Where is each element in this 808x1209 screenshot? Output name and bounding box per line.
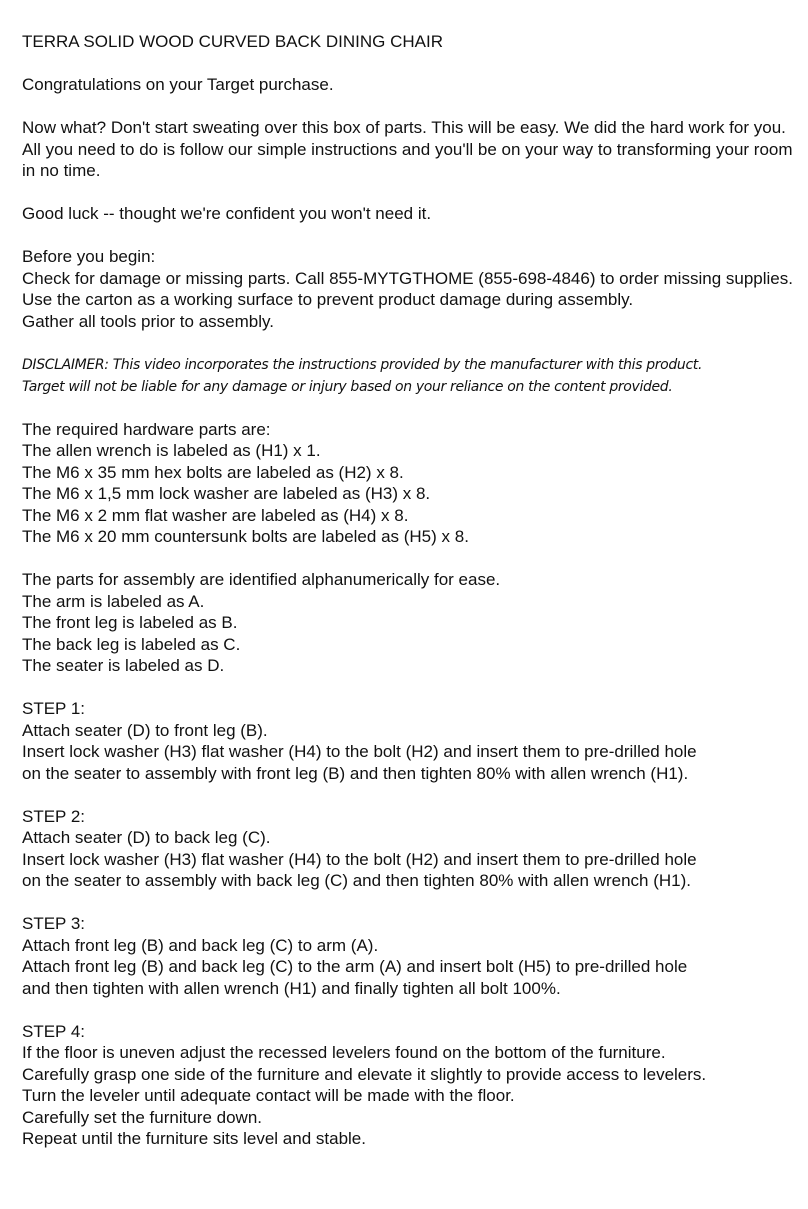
step-line: Attach front leg (B) and back leg (C) to the arm (A) and insert bolt (H5) to pre-drilled hole xyxy=(22,957,688,976)
step-heading: STEP 2: xyxy=(22,806,85,826)
step-line: Carefully grasp one side of the furniture and elevate it slightly to provide access to levelers. xyxy=(22,1064,707,1084)
step-3-section xyxy=(22,913,802,999)
step-heading: STEP 3: xyxy=(22,914,85,933)
step-heading: STEP 1: xyxy=(22,699,85,718)
disclaimer-line: DISCLAIMER: This video incorporates the instructions provided by the manufacturer with this product. xyxy=(22,356,703,373)
step-line: Insert lock washer (H3) flat washer (H4) to the bolt (H2) and insert them to pre-drilled hole xyxy=(22,849,697,869)
hardware-section xyxy=(22,419,802,548)
step-line: Attach seater (D) to front leg (B). xyxy=(22,720,268,740)
now-what-paragraph xyxy=(22,117,802,182)
good-luck-paragraph xyxy=(22,203,802,225)
before-heading: Before you begin: xyxy=(22,247,156,266)
title-text: TERRA SOLID WOOD CURVED BACK DINING CHAIR xyxy=(22,32,443,51)
congrats-text: Congratulations on your Target purchase. xyxy=(22,75,334,94)
good-luck-text: Good luck -- thought we're confident you won't need it. xyxy=(22,204,432,223)
parts-item: The arm is labeled as A. xyxy=(22,591,205,611)
disclaimer-line: Target will not be liable for any damage or injury based on your reliance on the content provided. xyxy=(22,378,673,395)
instruction-document xyxy=(22,31,802,1171)
hardware-item: The M6 x 1,5 mm lock washer are labeled as (H3) x 8. xyxy=(22,484,431,503)
before-line: Use the carton as a working surface to prevent product damage during assembly. xyxy=(22,290,634,309)
step-line: Insert lock washer (H3) flat washer (H4) to the bolt (H2) and insert them to pre-drilled hole xyxy=(22,742,697,761)
step-line: Attach seater (D) to back leg (C). xyxy=(22,828,271,847)
step-line: on the seater to assembly with back leg (C) and then tighten 80% with allen wrench (H1). xyxy=(22,871,692,890)
step-4-section xyxy=(22,1021,802,1150)
now-what-text: Now what? Don't start sweating over this box of parts. This will be easy. We did the hard work for you. All you need to do is follow our simple instructions and you'll be on your way to transforming your room in no time. xyxy=(22,118,793,180)
document-title xyxy=(22,31,802,53)
hardware-item: The M6 x 35 mm hex bolts are labeled as (H2) x 8. xyxy=(22,462,404,482)
parts-item: The back leg is labeled as C. xyxy=(22,634,241,654)
step-line: Attach front leg (B) and back leg (C) to arm (A). xyxy=(22,935,379,955)
before-you-begin-section xyxy=(22,246,802,332)
congrats-paragraph xyxy=(22,74,802,96)
step-line: Repeat until the furniture sits level and stable. xyxy=(22,1129,366,1148)
before-line: Check for damage or missing parts. Call 855-MYTGTHOME (855-698-4846) to order missing supplies. xyxy=(22,268,793,288)
step-1-section xyxy=(22,698,802,784)
parts-item: The front leg is labeled as B. xyxy=(22,613,238,632)
parts-heading: The parts for assembly are identified alphanumerically for ease. xyxy=(22,570,501,589)
hardware-item: The M6 x 20 mm countersunk bolts are labeled as (H5) x 8. xyxy=(22,527,469,546)
parts-item: The seater is labeled as D. xyxy=(22,656,225,675)
hardware-item: The M6 x 2 mm flat washer are labeled as (H4) x 8. xyxy=(22,505,409,525)
step-line: If the floor is uneven adjust the recessed levelers found on the bottom of the furniture. xyxy=(22,1043,666,1062)
before-line: Gather all tools prior to assembly. xyxy=(22,311,274,331)
step-line: and then tighten with allen wrench (H1) and finally tighten all bolt 100%. xyxy=(22,978,561,998)
step-line: Turn the leveler until adequate contact will be made with the floor. xyxy=(22,1086,515,1105)
step-line: Carefully set the furniture down. xyxy=(22,1107,263,1127)
parts-section xyxy=(22,569,802,677)
hardware-item: The allen wrench is labeled as (H1) x 1. xyxy=(22,441,321,460)
step-heading: STEP 4: xyxy=(22,1021,85,1041)
step-2-section xyxy=(22,806,802,892)
hardware-heading: The required hardware parts are: xyxy=(22,419,271,439)
step-line: on the seater to assembly with front leg (B) and then tighten 80% with allen wrench (H1). xyxy=(22,763,689,783)
disclaimer-paragraph xyxy=(22,354,802,398)
